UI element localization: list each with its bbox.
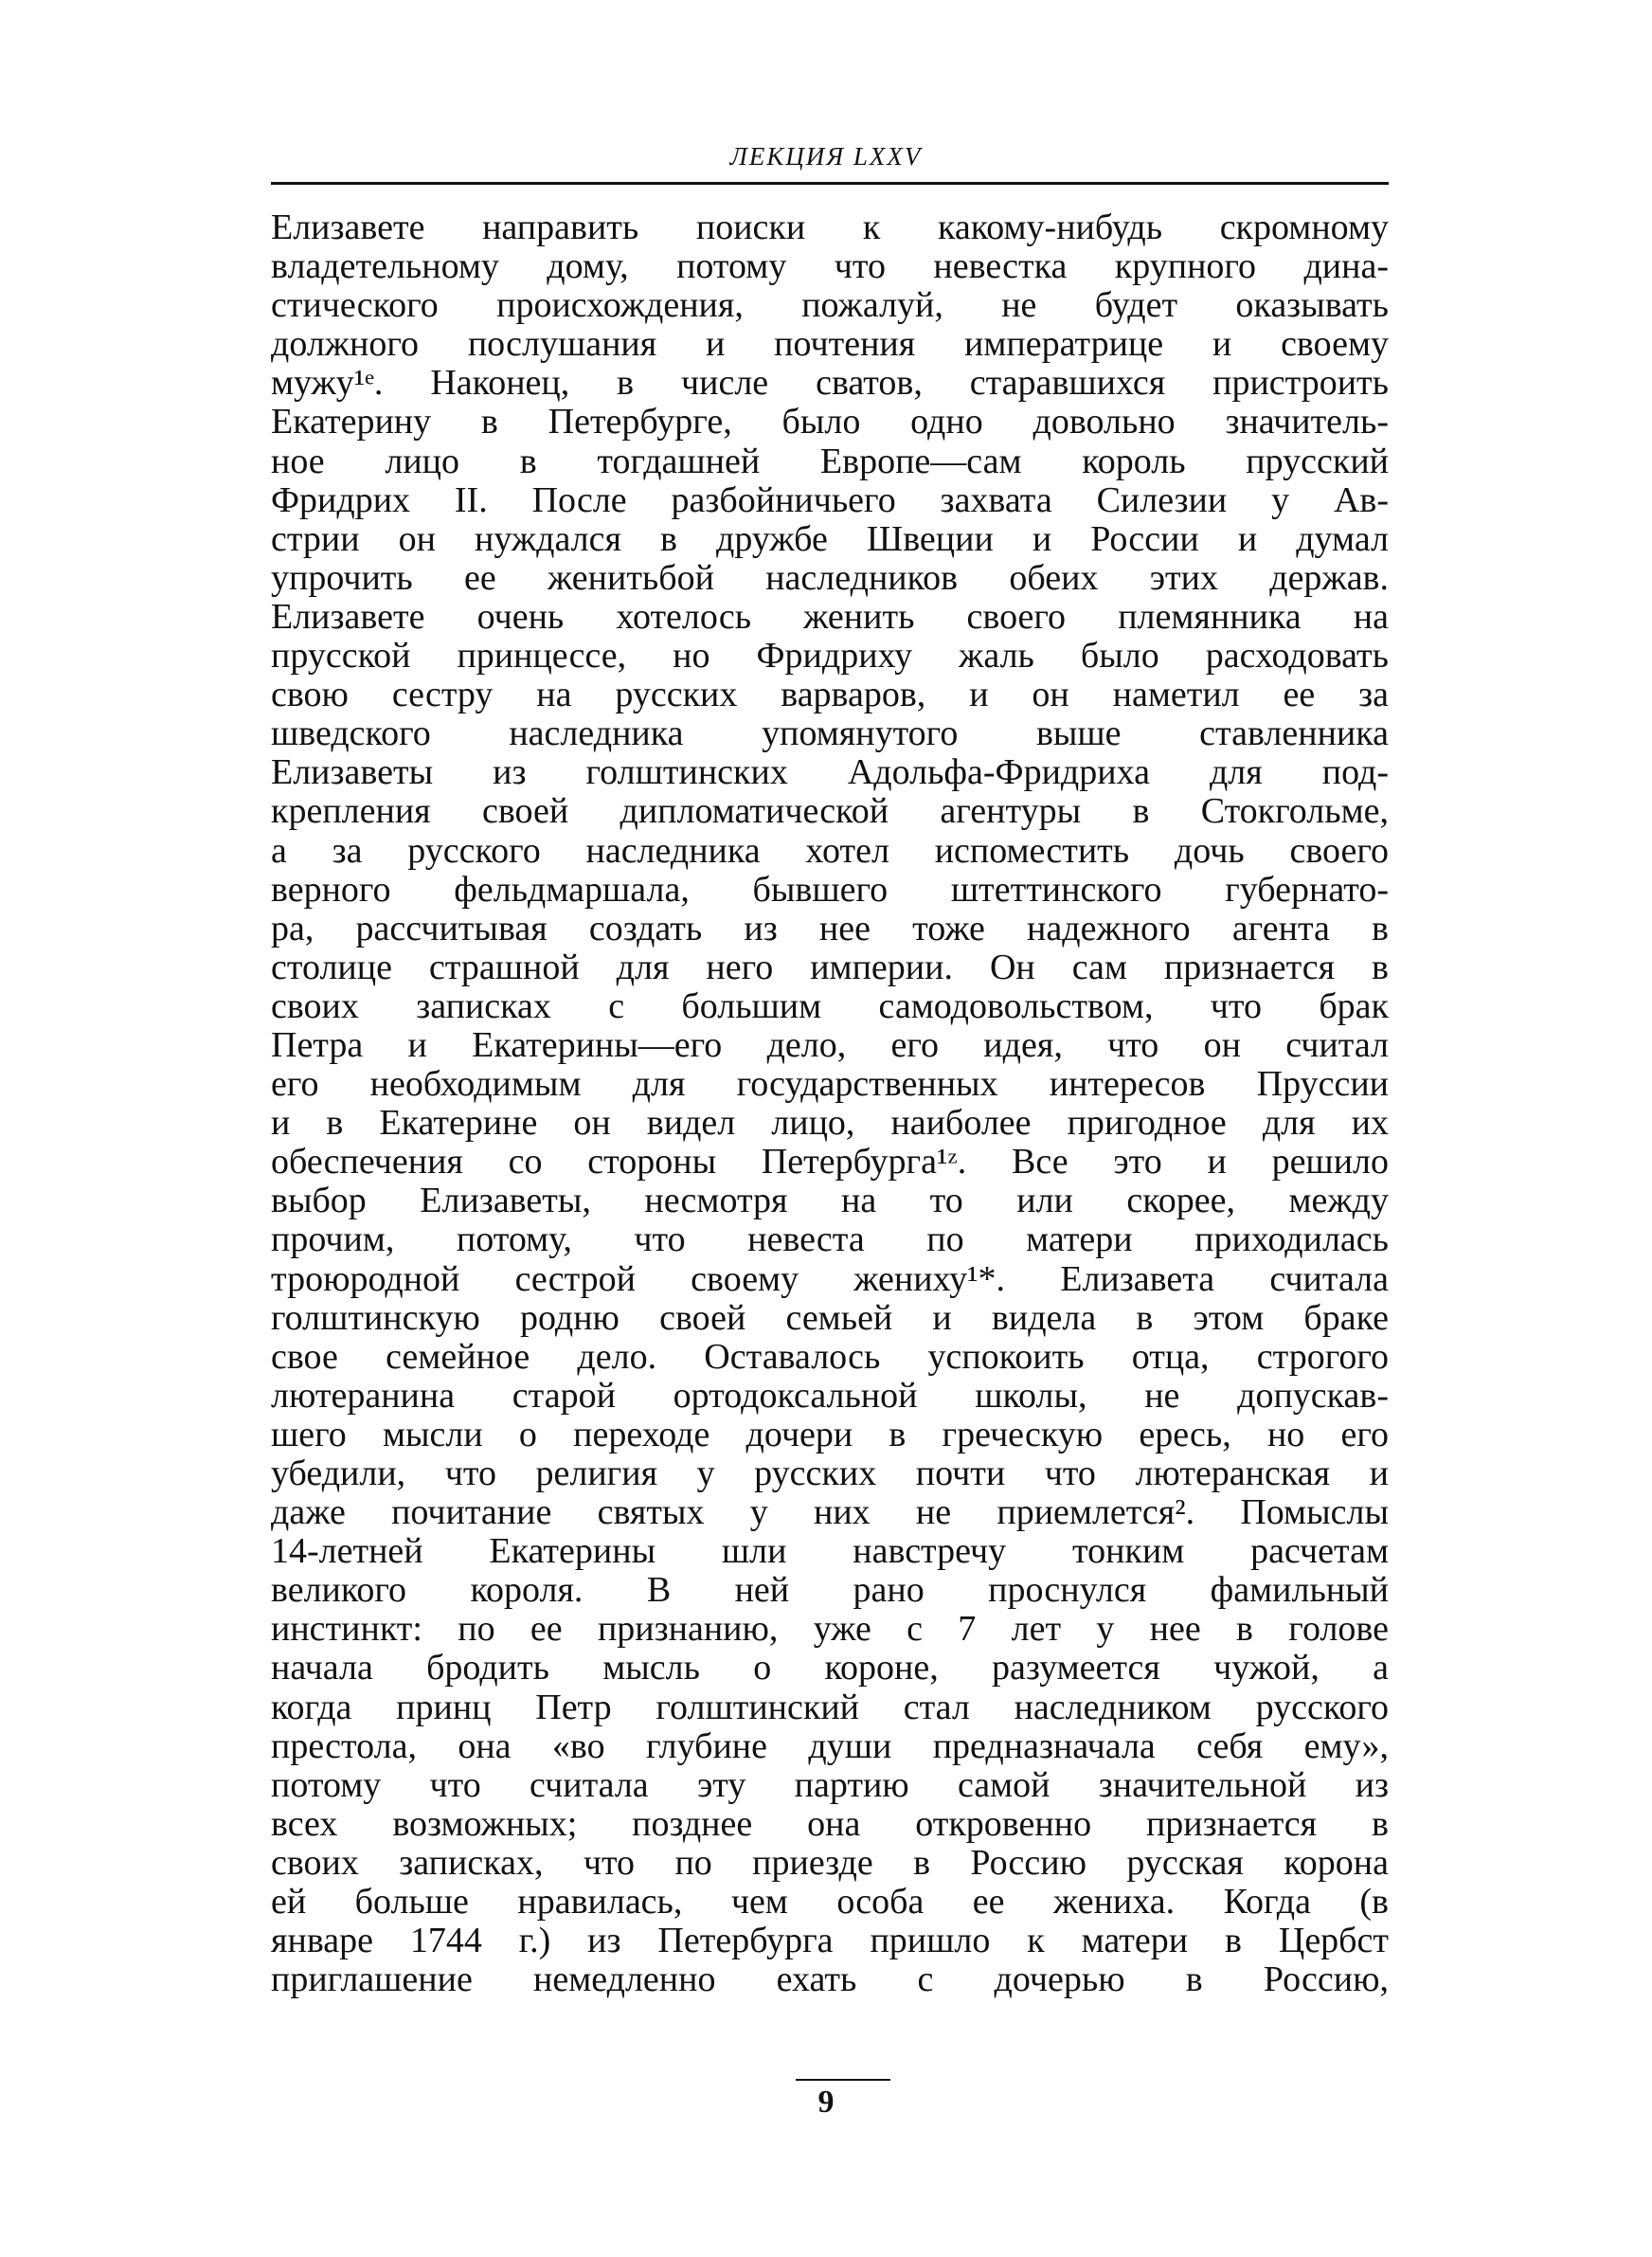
- header-rule: [271, 182, 1389, 185]
- text-line: ра, рассчитывая создать из нее тоже надежного агента в: [271, 909, 1389, 948]
- text-line: его необходимым для государственных интересов Пруссии: [271, 1065, 1389, 1105]
- text-line: Елизаветы из голштинских Адольфа-Фридриха для под-: [271, 753, 1389, 793]
- text-line: троюродной сестрой своему жениху¹*. Елизавета считала: [271, 1259, 1389, 1299]
- text-line: шведского наследника упомянутого выше ставленника: [271, 714, 1389, 754]
- text-line: прочим, потому, что невеста по матери приходилась: [271, 1220, 1389, 1260]
- text-line: шего мысли о переходе дочери в греческую ересь, но его: [271, 1415, 1389, 1454]
- text-line: должного послушания и почтения императрице и своему: [271, 325, 1389, 365]
- text-line: когда принц Петр голштинский стал наследником русского: [271, 1688, 1389, 1727]
- running-head: ЛЕКЦИЯ LXXV: [729, 142, 923, 171]
- text-line: Елизавете направить поиски к какому-нибудь скромному: [271, 208, 1389, 247]
- text-line: начала бродить мысль о короне, разумеется чужой, а: [271, 1649, 1389, 1688]
- folio-rule: [796, 2079, 890, 2081]
- text-line: своих записках, что по приезде в Россию русская корона: [271, 1843, 1389, 1883]
- text-line: обеспечения со стороны Петербурга¹ᶻ. Все это и решило: [271, 1143, 1389, 1183]
- text-line: убедили, что религия у русских почти что лютеранская и: [271, 1454, 1389, 1493]
- text-line: престола, она «во глубине души предназначала себя ему»,: [271, 1726, 1389, 1766]
- text-line: ей больше нравилась, чем особа ее жениха. Когда (в: [271, 1883, 1389, 1923]
- text-line: Екатерину в Петербурге, было одно довольно значитель-: [271, 403, 1389, 442]
- text-line: упрочить ее женитьбой наследников обеих этих держав.: [271, 558, 1389, 598]
- text-line: а за русского наследника хотел испоместить дочь своего: [271, 831, 1389, 871]
- text-line: всех возможных; позднее она откровенно признается в: [271, 1804, 1389, 1844]
- text-line: ное лицо в тогдашней Европе—сам король прусский: [271, 442, 1389, 481]
- text-line: своих записках с большим самодовольством, что брак: [271, 986, 1389, 1026]
- text-line: потому что считала эту партию самой значительной из: [271, 1765, 1389, 1805]
- text-line: Елизавете очень хотелось женить своего племянника на: [271, 597, 1389, 637]
- text-line: приглашение немедленно ехать с дочерью в Россию,: [271, 1960, 1389, 2000]
- text-line: стического происхождения, пожалуй, не будет оказывать: [271, 286, 1389, 326]
- text-line: верного фельдмаршала, бывшего штеттинского губернато-: [271, 870, 1389, 910]
- text-line: инстинкт: по ее признанию, уже с 7 лет у нее в голове: [271, 1610, 1389, 1650]
- text-line: голштинскую родню своей семьей и видела в этом браке: [271, 1298, 1389, 1338]
- page-number: 9: [817, 2085, 835, 2120]
- text-line: прусской принцессе, но Фридриху жаль было расходовать: [271, 637, 1389, 677]
- text-line: лютеранина старой ортодоксальной школы, не допускав-: [271, 1376, 1389, 1416]
- text-line: Петра и Екатерины—его дело, его идея, что он считал: [271, 1025, 1389, 1065]
- text-line: и в Екатерине он видел лицо, наиболее пригодное для их: [271, 1104, 1389, 1144]
- text-line: свое семейное дело. Оставалось успокоить отца, строгого: [271, 1337, 1389, 1377]
- text-line: выбор Елизаветы, несмотря на то или скорее, между: [271, 1182, 1389, 1221]
- text-line: 14-летней Екатерины шли навстречу тонким расчетам: [271, 1532, 1389, 1572]
- text-line: великого короля. В ней рано проснулся фамильный: [271, 1571, 1389, 1611]
- text-line: столице страшной для него империи. Он сам признается в: [271, 948, 1389, 987]
- text-line: даже почитание святых у них не приемлется². Помыслы: [271, 1493, 1389, 1533]
- text-line: мужу¹ᵉ. Наконец, в числе сватов, старавшихся пристроить: [271, 364, 1389, 404]
- body-text: [271, 208, 1389, 1999]
- text-line: крепления своей дипломатической агентуры в Стокгольме,: [271, 792, 1389, 832]
- text-line: владетельному дому, потому что невестка крупного дина-: [271, 247, 1389, 287]
- text-line: свою сестру на русских варваров, и он наметил ее за: [271, 676, 1389, 715]
- text-line: январе 1744 г.) из Петербурга пришло к матери в Цербст: [271, 1922, 1389, 1961]
- text-line: Фридрих II. После разбойничьего захвата Силезии у Ав-: [271, 480, 1389, 520]
- text-line: стрии он нуждался в дружбе Швеции и России и думал: [271, 519, 1389, 559]
